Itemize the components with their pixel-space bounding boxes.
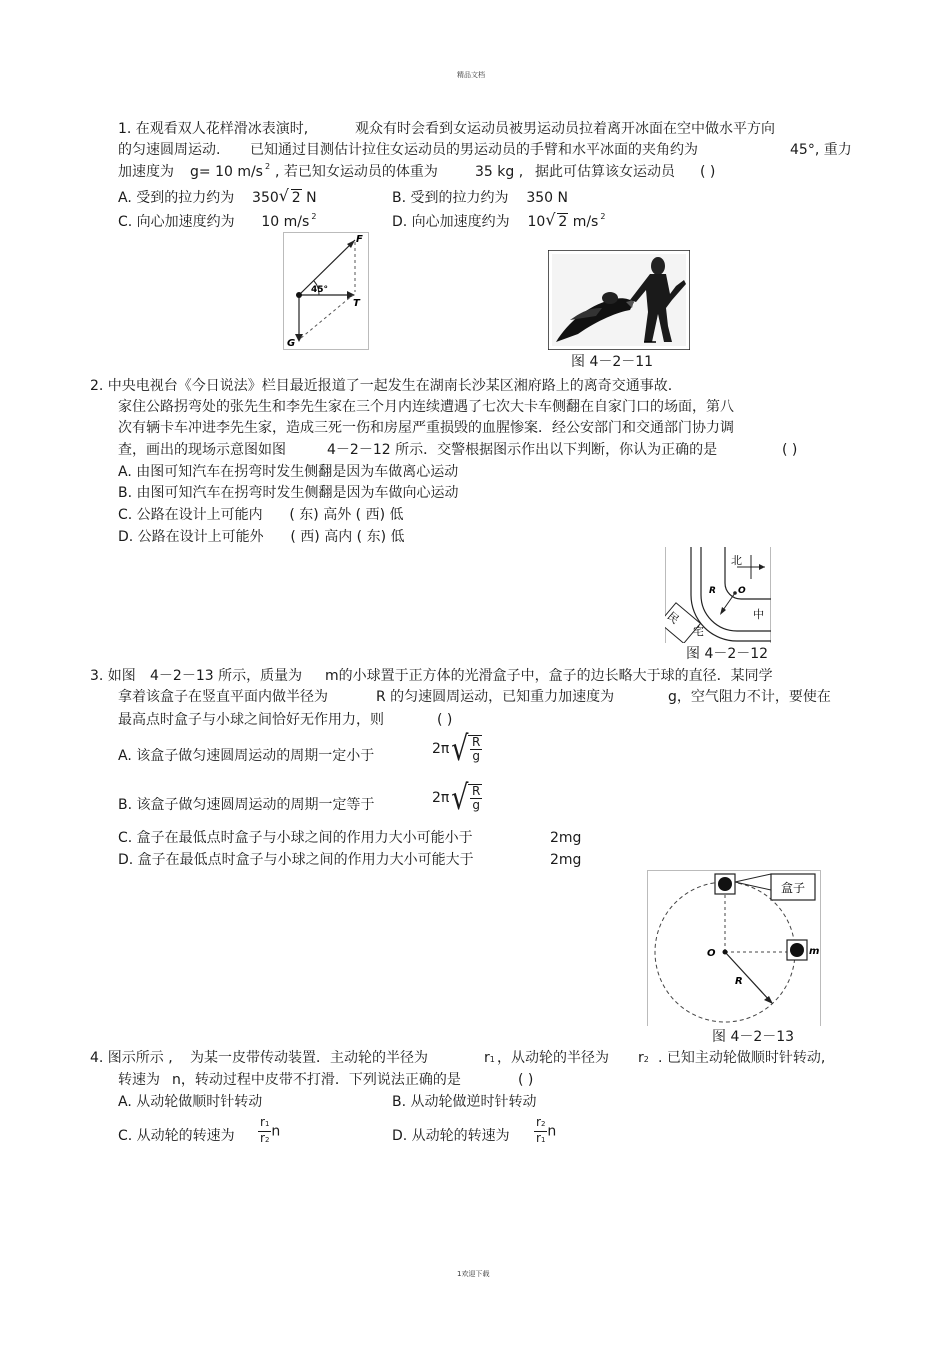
q4-line1f: . 已知主动轮做顺时针转动, <box>658 1050 826 1066</box>
skaters-photo <box>548 250 690 350</box>
q2-line4b: 4－2－12 所示．交警根据图示作出以下判断，你认为正确的是 <box>327 442 718 458</box>
q2-line2: 家住公路拐弯处的张先生和李先生家在三个月内连续遭遇了七次大卡车侧翻在自家门口的场面，第八 <box>118 399 734 415</box>
q1-option-c[interactable]: C. 向心加速度约为 10 m/s $^2$ <box>118 212 317 230</box>
q4-line2a: 转速为 <box>118 1072 160 1088</box>
q2-line4a: 查，画出的现场示意图如图 <box>118 442 286 458</box>
label-m: m <box>809 946 820 957</box>
q2-option-d[interactable]: D. 公路在设计上可能外 ( 西) 高内 ( 东) 低 <box>118 529 405 545</box>
label-zhong: 中 <box>753 608 764 621</box>
q1-line2c: 45°, 重力 <box>790 142 852 158</box>
q3-line2c: g，空气阻力不计，要使在 <box>668 689 831 705</box>
q4-line1e: r2 <box>638 1050 649 1066</box>
q2-line3: 次有辆卡车冲进李先生家，造成三死一伤和房屋严重损毁的血腥惨案．经公安部门和交通部门协力调 <box>118 420 734 436</box>
q3-circle-diagram <box>647 870 821 1026</box>
q3-line2a: 拿着该盒子在竖直平面内做半径为 <box>118 689 328 705</box>
page-footer: 1欢迎下载 <box>457 1270 490 1278</box>
label-r: R <box>709 586 716 596</box>
q4-line2c: ( ) <box>518 1072 534 1088</box>
q1-option-b[interactable]: B. 受到的拉力约为 350 N <box>392 190 568 206</box>
q3-line1c: m的小球置于正方体的光滑盒子中，盒子的边长略大于球的直径．某同学 <box>325 668 773 684</box>
label-o: O <box>707 948 716 959</box>
label-f: F <box>356 234 363 245</box>
label-t: T <box>353 298 360 309</box>
q3-line1b: 4－2－13 所示，质量为 <box>150 668 303 684</box>
q3-option-d[interactable]: D. 盒子在最低点时盒子与小球之间的作用力大小可能大于 <box>118 852 474 868</box>
label-g: G <box>287 338 296 349</box>
q3-line3b: ( ) <box>437 712 453 728</box>
q4-line1c: r1 <box>484 1050 495 1066</box>
q2-figure-caption: 图 4－2－12 <box>686 646 769 662</box>
q2-option-b[interactable]: B. 由图可知汽车在拐弯时发生侧翻是因为车做向心运动 <box>118 485 459 501</box>
q2-road-diagram <box>665 547 771 643</box>
q4-formula-c: $\frac{r1}{r2}$ n <box>260 1115 281 1145</box>
q4-option-c[interactable]: C. 从动轮的转速为 <box>118 1128 235 1144</box>
q2-line4c: ( ) <box>782 442 798 458</box>
q1-line1a: 1. 在观看双人花样滑冰表演时, <box>118 121 309 137</box>
q1-option-a[interactable]: A. 受到的拉力约为 350√ 2 N <box>118 189 317 207</box>
q1-force-diagram <box>283 232 369 350</box>
q2-line1: 2. 中央电视台《今日说法》栏目最近报道了一起发生在湖南长沙某区湘府路上的离奇交通事故. <box>90 378 673 394</box>
q4-line1d: ，从动轮的半径为 <box>497 1050 609 1066</box>
q4-line1b: 为某一皮带传动装置．主动轮的半径为 <box>190 1050 428 1066</box>
q1-line2a: 的匀速圆周运动. <box>118 142 221 158</box>
q2-option-a[interactable]: A. 由图可知汽车在拐弯时发生侧翻是因为车做离心运动 <box>118 464 459 480</box>
q1-line3e: 据此可估算该女运动员 <box>535 164 675 180</box>
page-header: 精品文档 <box>457 71 485 79</box>
q1-figure-caption: 图 4－2－11 <box>571 354 654 370</box>
q2-option-c[interactable]: C. 公路在设计上可能内 ( 东) 高外 ( 西) 低 <box>118 507 404 523</box>
label-o: O <box>738 586 746 596</box>
q4-option-b[interactable]: B. 从动轮做逆时针转动 <box>392 1094 537 1110</box>
q3-option-a[interactable]: A. 该盒子做匀速圆周运动的周期一定小于 <box>118 748 375 764</box>
q3-line2b: R 的匀速圆周运动，已知重力加速度为 <box>376 689 615 705</box>
q3-option-b[interactable]: B. 该盒子做匀速圆周运动的周期一定等于 <box>118 797 375 813</box>
q4-formula-d: $\frac{r2}{r1}$ n <box>536 1115 557 1145</box>
q4-line1a: 4. 图示所示 , <box>90 1050 173 1066</box>
q1-line3f: ( ) <box>700 164 716 180</box>
q1-line3a: 加速度为 <box>118 164 174 180</box>
q1-line3c: , 若已知女运动员的体重为 <box>275 164 438 180</box>
label-min: 民 <box>665 609 682 627</box>
q4-line2b: n，转动过程中皮带不打滑．下列说法正确的是 <box>172 1072 461 1088</box>
q3-line1a: 3. 如图 <box>90 668 136 684</box>
label-north: 北 <box>731 554 742 567</box>
q4-option-d[interactable]: D. 从动轮的转速为 <box>392 1128 510 1144</box>
label-45: 45° <box>311 285 329 295</box>
q3-option-c[interactable]: C. 盒子在最低点时盒子与小球之间的作用力大小可能小于 <box>118 830 473 846</box>
q3-line3a: 最高点时盒子与小球之间恰好无作用力，则 <box>118 712 384 728</box>
label-r: R <box>735 976 743 987</box>
q3-formula-a: 2π √ $\frac{R}{g}$ <box>432 729 481 769</box>
q3-option-c-value: 2mg <box>550 830 582 846</box>
male-skater-head <box>651 257 665 275</box>
q1-line3d: 35 kg , <box>475 164 524 180</box>
q1-line3b: g= 10 m/s $^2$ <box>190 162 271 180</box>
q3-option-d-value: 2mg <box>550 852 582 868</box>
q1-line1b: 观众有时会看到女运动员被男运动员拉着离开冰面在空中做水平方向 <box>355 121 775 137</box>
label-box: 盒子 <box>781 881 806 895</box>
label-zhai: 宅 <box>693 625 704 638</box>
q1-line2b: 已知通过目测估计拉住女运动员的男运动员的手臂和水平冰面的夹角约为 <box>250 142 698 158</box>
q3-figure-caption: 图 4－2－13 <box>712 1029 795 1045</box>
q3-formula-b: 2π √ $\frac{R}{g}$ <box>432 778 481 818</box>
q4-option-a[interactable]: A. 从动轮做顺时针转动 <box>118 1094 263 1110</box>
q1-option-d[interactable]: D. 向心加速度约为 10√ 2 m/s $^2$ <box>392 213 605 233</box>
